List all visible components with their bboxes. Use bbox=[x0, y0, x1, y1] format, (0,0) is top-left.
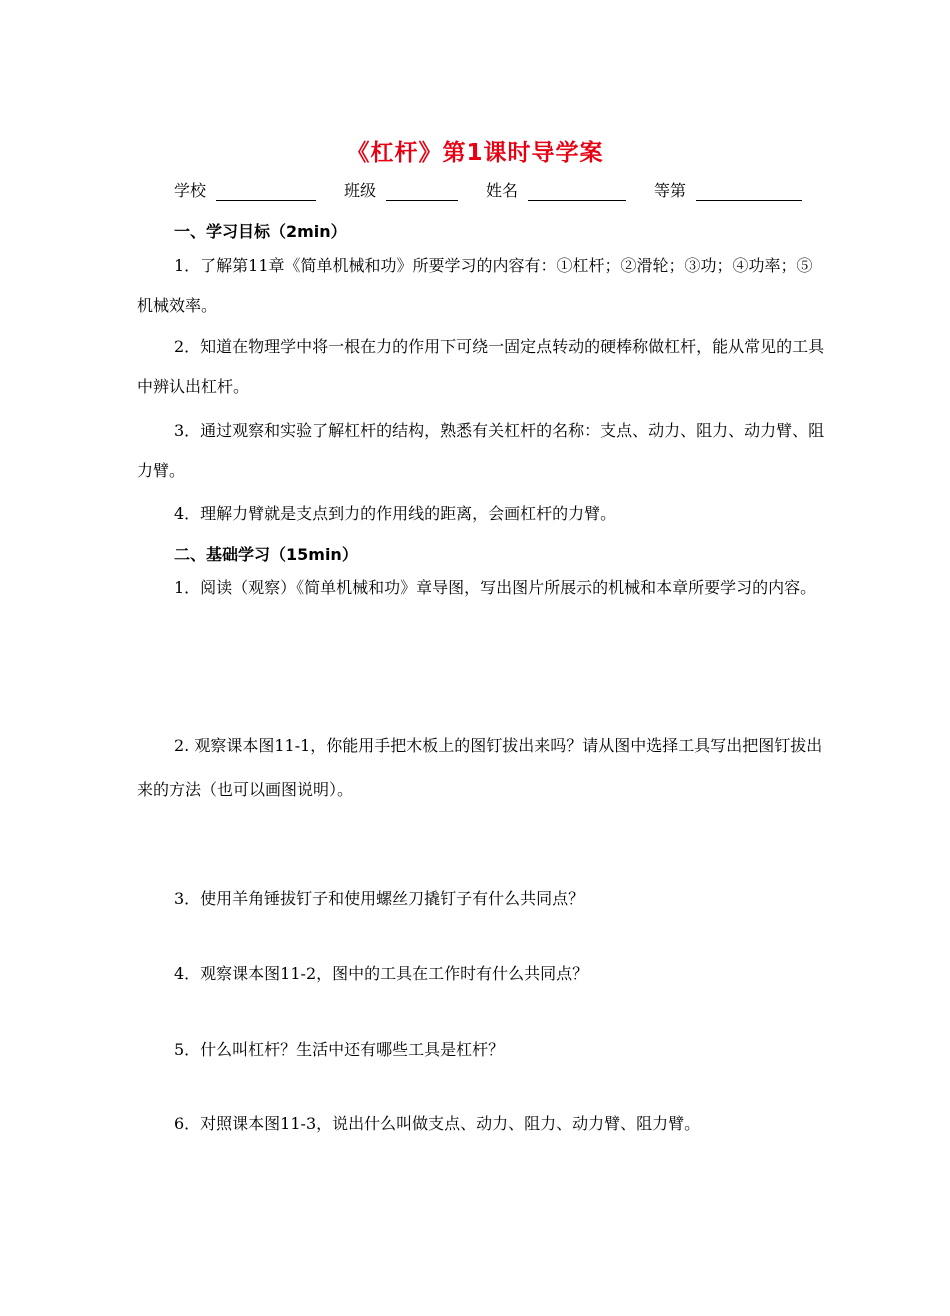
class-field bbox=[344, 178, 458, 201]
page-title: 《杠杆》第1课时导学案 bbox=[346, 140, 604, 166]
section-heading-goals: 一、学习目标（2min） bbox=[174, 222, 347, 241]
goal-item-1: 1．了解第11章《简单机械和功》所要学习的内容有：①杠杆；②滑轮；③功；④功率；⑤机械效率。 bbox=[137, 256, 813, 315]
school-blank bbox=[216, 182, 316, 201]
name-blank bbox=[528, 182, 626, 201]
basic-item-6: 6．对照课本图11-3，说出什么叫做支点、动力、阻力、动力臂、阻力臂。 bbox=[174, 1114, 701, 1133]
basic-item-1: 1．阅读（观察）《简单机械和功》章导图，写出图片所展示的机械和本章所要学习的内容。 bbox=[174, 578, 817, 597]
name-field bbox=[486, 178, 626, 201]
basic-item-2: 2. 观察课本图11-1，你能用手把木板上的图钉拔出来吗？请从图中选择工具写出把图钉拔出来的方法（也可以画图说明）。 bbox=[137, 736, 823, 799]
rank-label: 等第 bbox=[654, 181, 687, 200]
goal-item-2: 2．知道在物理学中将一根在力的作用下可绕一固定点转动的硬棒称做杠杆，能从常见的工具中辨认出杠杆。 bbox=[137, 337, 825, 396]
basic-item-4: 4．观察课本图11-2，图中的工具在工作时有什么共同点？ bbox=[174, 964, 589, 983]
goal-item-4: 4．理解力臂就是支点到力的作用线的距离，会画杠杆的力臂。 bbox=[174, 504, 617, 523]
goal-item-3: 3．通过观察和实验了解杠杆的结构，熟悉有关杠杆的名称：支点、动力、阻力、动力臂、阻力臂。 bbox=[137, 421, 825, 480]
basic-item-5: 5．什么叫杠杆？生活中还有哪些工具是杠杆？ bbox=[174, 1040, 505, 1059]
school-field bbox=[174, 178, 316, 201]
basic-item-3: 3．使用羊角锤拔钉子和使用螺丝刀撬钉子有什么共同点？ bbox=[174, 889, 585, 908]
section-heading-basics: 二、基础学习（15min） bbox=[174, 545, 358, 564]
class-blank bbox=[386, 182, 458, 201]
name-label: 姓名 bbox=[486, 181, 519, 200]
school-label: 学校 bbox=[174, 181, 207, 200]
student-info-row bbox=[174, 177, 834, 201]
rank-blank bbox=[696, 182, 802, 201]
class-label: 班级 bbox=[344, 181, 377, 200]
rank-field bbox=[654, 178, 802, 201]
